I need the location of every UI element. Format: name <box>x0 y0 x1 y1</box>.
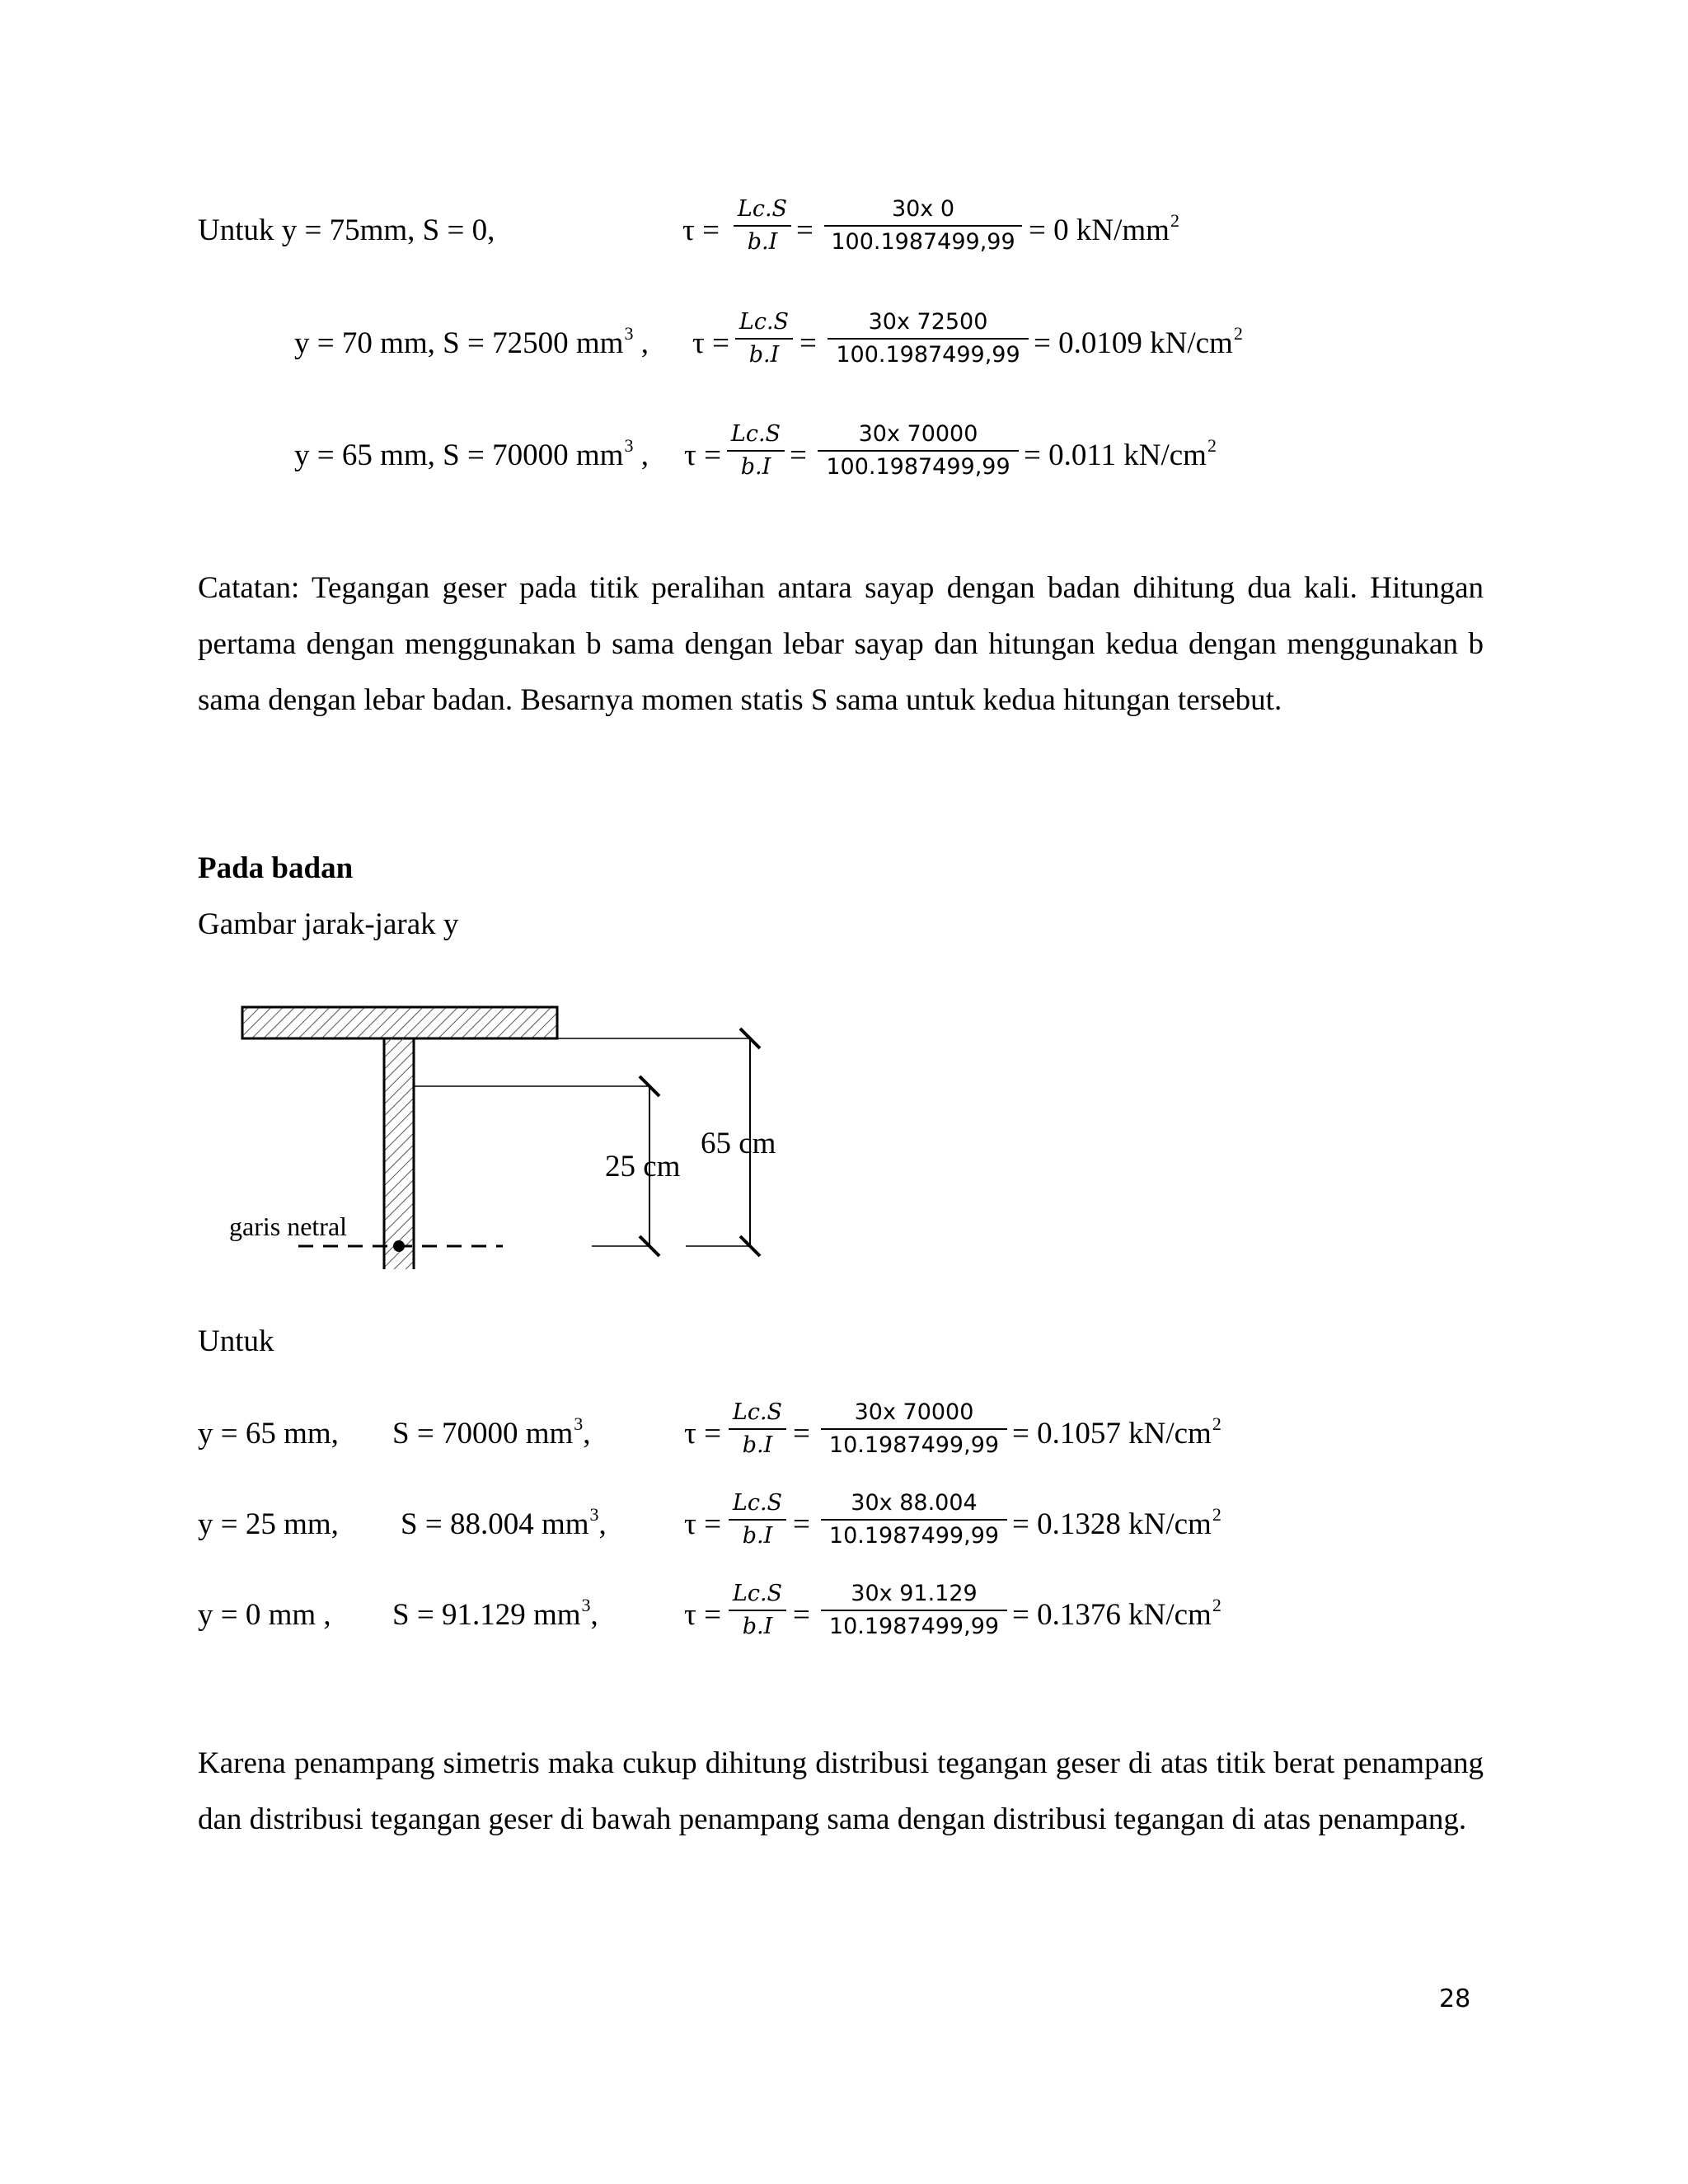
equals-sign: = <box>796 213 814 247</box>
equals-sign: = <box>790 438 807 472</box>
equation-result: = 0.1328 $kN/cm^2$ <box>1012 1504 1221 1541</box>
equation-result: = 0 $kN/mm^2$ <box>1029 210 1179 247</box>
equals-sign: = <box>793 1598 810 1632</box>
tau-symbol: τ = <box>684 1507 721 1541</box>
fraction-values: 30x 70000 100.1987499,99 <box>818 421 1019 480</box>
equals-sign: = <box>799 326 817 360</box>
s-value: S = 91.129 $mm^3$, <box>392 1595 598 1632</box>
figure-caption: Gambar jarak-jarak y <box>198 907 459 941</box>
fraction-lcs-bi: Lc.S b.I <box>734 196 791 255</box>
fraction-lcs-bi: Lc.S b.I <box>729 1399 786 1459</box>
y-value: y = 0 mm , <box>198 1598 331 1632</box>
s-value: S = 70000 $mm^3$, <box>392 1413 591 1451</box>
equation-result: = 0.0109 $kN/cm^2$ <box>1034 323 1243 360</box>
fraction-lcs-bi: Lc.S b.I <box>727 421 785 480</box>
page-number: 28 <box>1439 1985 1471 2013</box>
equals-sign: = <box>793 1417 810 1451</box>
tau-symbol: τ = <box>682 213 720 247</box>
fraction-values: 30x 72500 100.1987499,99 <box>828 309 1029 368</box>
equation-lhs: Untuk y = 75mm, S = 0, <box>198 213 495 247</box>
equation-result: = 0.011 $kN/cm^2$ <box>1024 435 1217 472</box>
equals-sign: = <box>793 1507 810 1541</box>
neutral-axis-label: garis netral <box>229 1212 348 1241</box>
untuk-label: Untuk <box>198 1324 274 1358</box>
fraction-values: 30x 88.004 10.1987499,99 <box>821 1490 1007 1549</box>
dimension-label-65: 65 cm <box>701 1127 776 1160</box>
fraction-lcs-bi: Lc.S b.I <box>729 1581 786 1640</box>
centroid-dot <box>393 1240 405 1252</box>
fraction-values: 30x 70000 10.1987499,99 <box>821 1399 1007 1459</box>
fraction-lcs-bi: Lc.S b.I <box>729 1490 786 1549</box>
equation-lhs: y = 70 mm, S = 72500 $mm^3$ , <box>294 323 649 360</box>
tau-symbol: τ = <box>684 438 721 472</box>
equation-result: = 0.1057 $kN/cm^2$ <box>1012 1413 1221 1451</box>
fraction-values: 30x 91.129 10.1987499,99 <box>821 1581 1007 1640</box>
y-value: y = 65 mm, <box>198 1417 339 1451</box>
fraction-lcs-bi: Lc.S b.I <box>735 309 793 368</box>
tau-symbol: τ = <box>684 1598 721 1632</box>
web-shape <box>384 1038 414 1269</box>
equation-lhs: y = 65 mm, S = 70000 $mm^3$ , <box>294 435 649 472</box>
tau-symbol: τ = <box>692 326 729 360</box>
equation-result: = 0.1376 $kN/cm^2$ <box>1012 1595 1221 1632</box>
y-value: y = 25 mm, <box>198 1507 339 1541</box>
fraction-values: 30x 0 100.1987499,99 <box>824 196 1022 255</box>
flange-shape <box>242 1007 557 1038</box>
tau-symbol: τ = <box>684 1417 721 1451</box>
conclusion-paragraph: Karena penampang simetris maka cukup dihitung distribusi tegangan geser di atas titik berat penampang dan distribusi tegangan geser di bawah penampang sama dengan distribusi tegangan di atas penampang. <box>198 1746 1484 1836</box>
section-heading: Pada badan <box>198 851 354 885</box>
s-value: S = 88.004 $mm^3$, <box>401 1504 607 1541</box>
note-paragraph: Catatan: Tegangan geser pada titik peralihan antara sayap dengan badan dihitung dua kali. Hitungan pertama dengan menggunakan b sama dengan lebar sayap dan hitungan kedua dengan menggunakan b sama dengan lebar badan. Besarnya momen statis S sama untuk kedua hitungan tersebut. <box>198 571 1484 717</box>
dimension-label-25: 25 cm <box>605 1150 681 1183</box>
